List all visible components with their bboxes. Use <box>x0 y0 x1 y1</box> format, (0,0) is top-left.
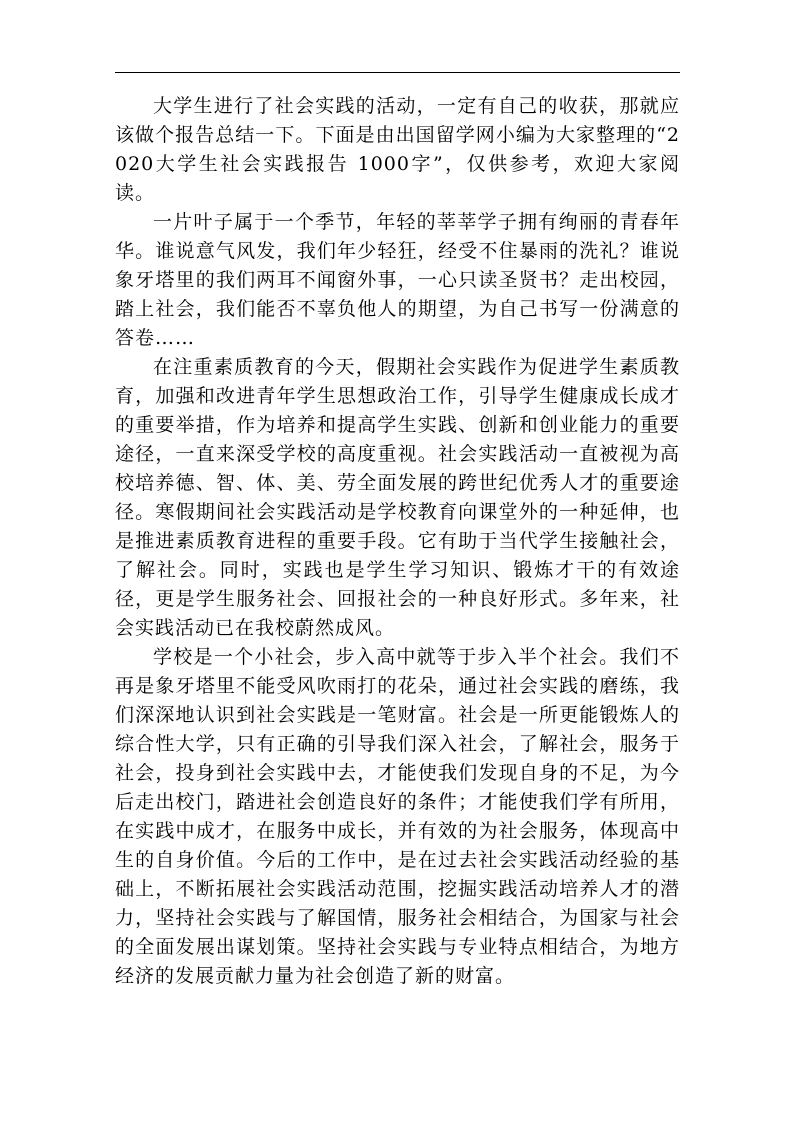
paragraph-intro: 大学生进行了社会实践的活动，一定有自己的收获，那就应该做个报告总结一下。下面是由出国留学网小编为大家整理的“2020大学生社会实践报告 1000字”，仅供参考，欢迎大家阅读。 <box>115 95 680 204</box>
header-rule <box>115 72 680 73</box>
paragraph-quality-education: 在注重素质教育的今天，假期社会实践作为促进学生素质教育，加强和改进青年学生思想政治工作，引导学生健康成长成才的重要举措，作为培养和提高学生实践、创新和创业能力的重要途径，一直来深受学校的高度重视。社会实践活动一直被视为高校培养德、智、体、美、劳全面发展的跨世纪优秀人才的重要途径。寒假期间社会实践活动是学校教育向课堂外的一种延伸，也是推进素质教育进程的重要手段。它有助于当代学生接触社会，了解社会。同时，实践也是学生学习知识、锻炼才干的有效途径，更是学生服务社会、回报社会的一种良好形式。多年来，社会实践活动已在我校蔚然成风。 <box>115 356 680 639</box>
paragraph-leaf: 一片叶子属于一个季节，年轻的莘莘学子拥有绚丽的青春年华。谁说意气风发，我们年少轻狂，经受不住暴雨的洗礼？谁说象牙塔里的我们两耳不闻窗外事，一心只读圣贤书？走出校园，踏上社会，我们能否不辜负他人的期望，为自己书写一份满意的答卷…… <box>115 211 680 349</box>
paragraph-school-society: 学校是一个小社会，步入高中就等于步入半个社会。我们不再是象牙塔里不能受风吹雨打的花朵，通过社会实践的磨练，我们深深地认识到社会实践是一笔财富。社会是一所更能锻炼人的综合性大学，只有正确的引导我们深入社会，了解社会，服务于社会，投身到社会实践中去，才能使我们发现自身的不足，为今后走出校门，踏进社会创造良好的条件；才能使我们学有所用，在实践中成才，在服务中成长，并有效的为社会服务，体现高中生的自身价值。今后的工作中，是在过去社会实践活动经验的基础上，不断拓展社会实践活动范围，挖掘实践活动培养人才的潜力，坚持社会实践与了解国情，服务社会相结合，为国家与社会的全面发展出谋划策。坚持社会实践与专业特点相结合，为地方经济的发展贡献力量为社会创造了新的财富。 <box>115 646 680 987</box>
document-body <box>115 92 680 991</box>
